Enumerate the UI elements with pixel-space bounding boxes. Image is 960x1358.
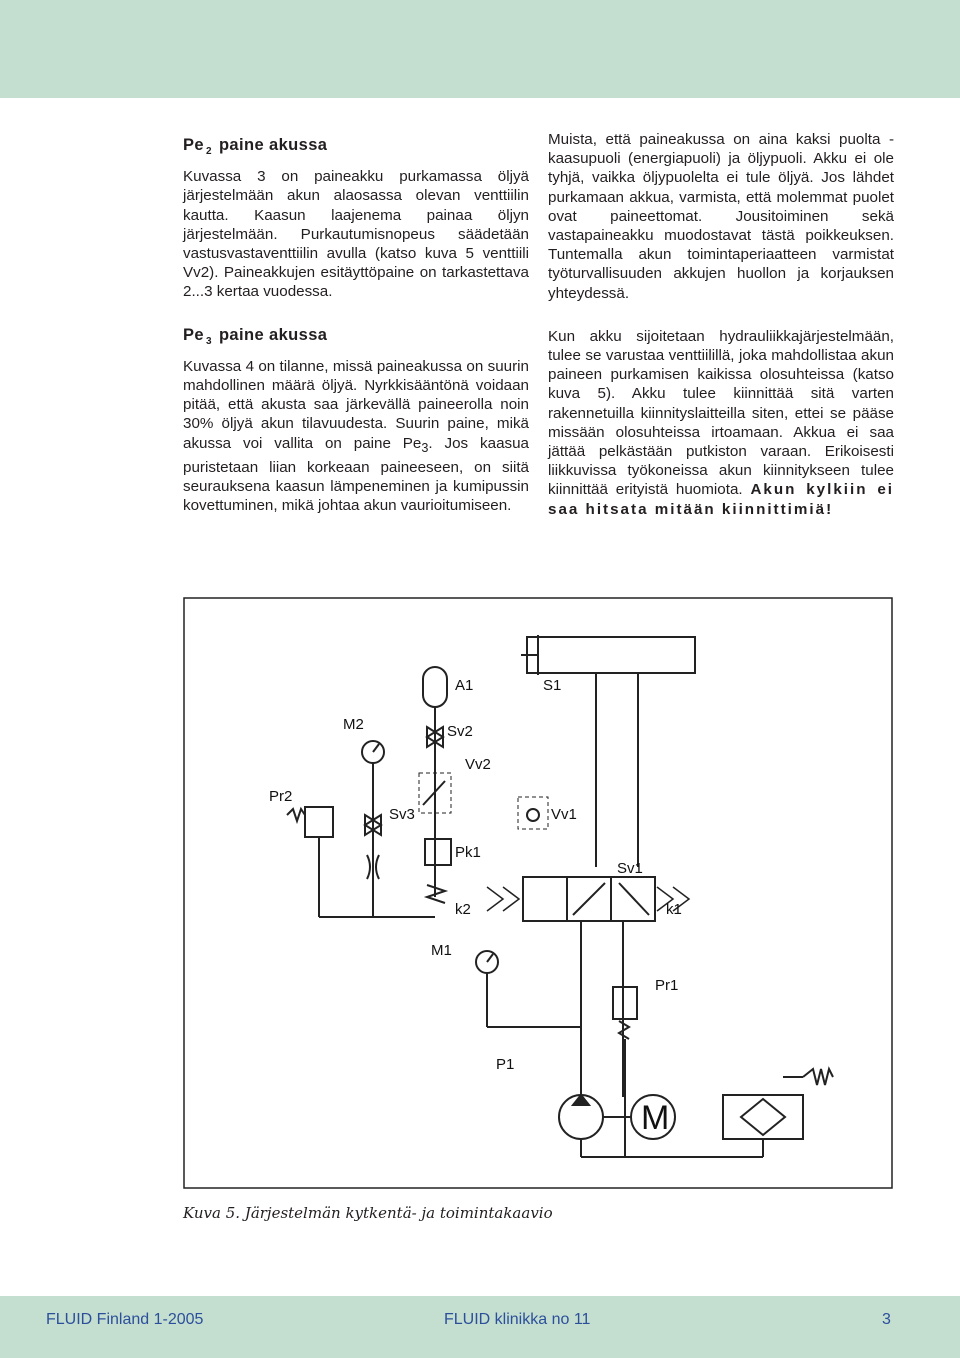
hydraulic-circuit-diagram	[183, 597, 893, 1189]
label-sv2: Sv2	[447, 723, 473, 740]
heading-pe3-prefix: Pe	[183, 325, 204, 344]
label-p1: P1	[496, 1056, 515, 1073]
top-color-band	[0, 0, 960, 98]
paragraph-pe3-subscript: 3	[421, 440, 429, 455]
left-column	[183, 130, 529, 539]
label-pr2: Pr2	[269, 788, 293, 805]
paragraph-pe3-text: Kuvassa 4 on tilanne, missä paineakussa on suurin mahdollinen määrä öljyä. Nyrkkisääntönä voidaan pitää, että akusta saa järkevällä paineerolla noin 30% öljyä akun tilavuudesta. Suurin paine, mikä akussa voi vallita on paine Pe	[183, 357, 529, 452]
right-column	[548, 130, 894, 543]
label-vv2: Vv2	[465, 756, 491, 773]
footer-publication: FLUID Finland 1-2005	[46, 1311, 204, 1328]
heading-pe2-prefix: Pe	[183, 136, 204, 154]
paragraph-reminder: Muista, että paineakussa on aina kaksi puolta - kaasupuoli (energiapuoli) ja öljypuoli. Akku ei ole tyhjä, vaikka öljypuolelta ei tule öljyä. Jos lähdet purkamaan akkua, varmista, että molemmat puolet ovat paineettomat. Jousitoiminen sekä vastapaineakku muodostavat tästä poikkeuksen. Tuntemalla akun toimintaperiaatteen varmistat työturvallisuuden akkujen huollon ja korjauksen yhteydessä.	[548, 131, 894, 302]
heading-pe2	[183, 136, 529, 157]
label-a1: A1	[455, 677, 474, 694]
welding-warning: Akun kylkiin ei saa hitsata mitään kiinnittimiä!	[548, 481, 894, 518]
heading-pe2-subscript: 2	[205, 146, 212, 157]
label-s1: S1	[543, 677, 562, 694]
label-motor: M	[641, 1099, 670, 1137]
label-pr1: Pr1	[655, 977, 679, 994]
page-number: 3	[882, 1311, 891, 1328]
paragraph-installation	[548, 327, 894, 519]
label-k2: k2	[455, 901, 471, 918]
label-k1: k1	[666, 901, 682, 918]
paragraph-pe3-text-end: . Jos kaasua puristetaan liian korkeaan paineeseen, on siitä seurauksena kaasun lämpeneminen ja kumipussin kovettuminen, mikä johtaa akun vaurioitumiseen.	[183, 434, 529, 515]
heading-pe3	[183, 326, 529, 347]
heading-pe3-suffix: paine akussa	[218, 325, 328, 344]
label-vv1: Vv1	[551, 806, 577, 823]
figure-frame	[184, 598, 892, 1188]
heading-pe2-suffix: paine akussa	[218, 136, 328, 154]
heading-pe3-subscript: 3	[205, 335, 212, 347]
label-m1: M1	[431, 942, 452, 959]
label-m2: M2	[343, 716, 364, 733]
label-sv3: Sv3	[389, 806, 415, 823]
label-pk1: Pk1	[455, 844, 481, 861]
figure-caption: Kuva 5. Järjestelmän kytkentä- ja toimintakaavio	[183, 1204, 553, 1222]
paragraph-installation-text: Kun akku sijoitetaan hydrauliikkajärjestelmään, tulee se varustaa venttiilillä, joka mahdollistaa akun paineen purkamisen kaikissa olosuhteissa (katso kuva 5). Akku tulee kiinnittää sitä varten rakennetuilla kiinnityslaitteilla siten, ettei se pääse missään olosuhteissa irtoamaan. Akkua ei saa jättää pelkästään putkiston varaan. Erikoisesti liikkuvissa työkoneissa akun kiinnitykseen tulee kiinnittää erityistä huomiota.	[548, 327, 894, 499]
paragraph-pe2: Kuvassa 3 on paineakku purkamassa öljyä järjestelmään akun alaosassa olevan venttiilin kautta. Kaasun laajenema painaa öljyn järjestelmään. Purkautumisnopeus säädetään vastusvastaventtiilin avulla (katso kuva 5 venttiili Vv2). Paineakkujen esitäyttöpaine on tarkastettava 2...3 kertaa vuodessa.	[183, 168, 529, 301]
footer-section: FLUID klinikka no 11	[444, 1311, 591, 1328]
paragraph-pe3	[183, 357, 529, 516]
label-sv1: Sv1	[617, 860, 643, 877]
